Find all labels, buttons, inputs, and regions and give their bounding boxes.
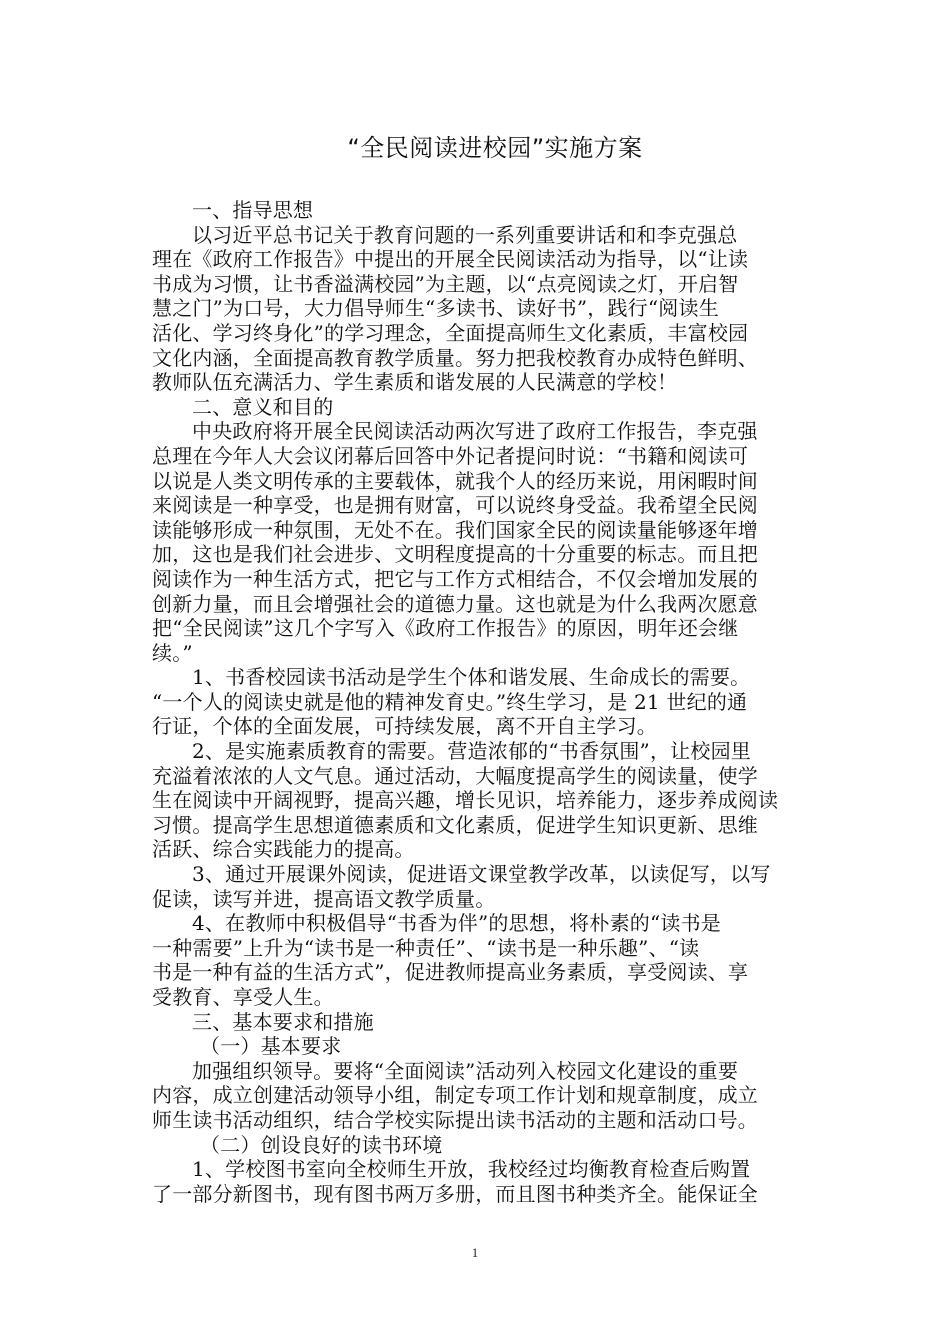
paragraph-line: 生在阅读中开阔视野，提高兴趣，增长见识，培养能力，逐步养成阅读: [152, 788, 779, 813]
paragraph-line: 内容，成立创建活动领导小组，制定专项工作计划和规章制度，成立: [152, 1083, 758, 1108]
paragraph-line: “一个人的阅读史就是他的精神发育史。”终生学习，是 21 世纪的通: [152, 689, 748, 714]
paragraph-line: 中央政府将开展全民阅读活动两次写进了政府工作报告，李克强: [192, 419, 758, 444]
paragraph-line: 创新力量，而且会增强社会的道德力量。这也就是为什么我两次愿意: [152, 591, 758, 616]
paragraph-line: 慧之门”为口号，大力倡导师生“多读书、读好书”，践行“阅读生: [152, 296, 719, 321]
subsection-heading-basic-requirements: （一）基本要求: [200, 1034, 342, 1059]
paragraph-line: 受教育、享受人生。: [152, 985, 334, 1009]
paragraph-line: 阅读作为一种生活方式，把它与工作方式相结合，不仅会增加发展的: [152, 566, 758, 591]
paragraph-line: 文化内涵，全面提高教育教学质量。努力把我校教育办成特色鲜明、: [152, 345, 758, 370]
paragraph-line: 续。”: [152, 640, 193, 665]
paragraph-line: 把“全民阅读”这几个字写入《政府工作报告》的原因，明年还会继: [152, 616, 739, 641]
paragraph-line: 加强组织领导。要将“全面阅读”活动列入校园文化建设的重要: [192, 1058, 739, 1083]
document-title: “全民阅读进校园”实施方案: [347, 134, 643, 162]
paragraph-line: 充溢着浓浓的人文气息。通过活动，大幅度提高学生的阅读量，使学: [152, 763, 758, 788]
paragraph-line: 读能够形成一种氛围，无处不在。我们国家全民的阅读量能够逐年增: [152, 517, 758, 542]
paragraph-line: 师生读书活动组织，结合学校实际提出读书活动的主题和活动口号。: [152, 1107, 758, 1132]
paragraph-line: 活化、学习终身化”的学习理念，全面提高师生文化素质，丰富校园: [152, 320, 749, 345]
paragraph-line: 3、通过开展课外阅读，促进语文课堂教学改革，以读促写，以写: [192, 862, 771, 887]
paragraph-line: 活跃、综合实践能力的提高。: [152, 837, 415, 862]
paragraph-line: 书成为习惯，让书香溢满校园”为主题，以“点亮阅读之灯，开启智: [152, 271, 739, 296]
paragraph-line: 行证，个体的全面发展，可持续发展，离不开自主学习。: [152, 714, 657, 739]
section-heading-significance: 二、意义和目的: [192, 394, 334, 419]
section-heading-guiding-ideology: 一、指导思想: [192, 198, 314, 222]
paragraph-line: 4、在教师中积极倡导“书香为伴”的思想，将朴素的“读书是: [192, 911, 721, 936]
paragraph-line: 教师队伍充满活力、学生素质和谐发展的人民满意的学校！: [152, 370, 678, 395]
document-body: [152, 198, 808, 1206]
paragraph-line: 加，这也是我们社会进步、文明程度提高的十分重要的标志。而且把: [152, 542, 758, 567]
paragraph-line: 以说是人类文明传承的主要载体，就我个人的经历来说，用闲暇时间: [152, 468, 758, 493]
section-heading-requirements: 三、基本要求和措施: [192, 1009, 374, 1034]
paragraph-line: 2、是实施素质教育的需要。营造浓郁的“书香氛围”，让校园里: [192, 739, 751, 764]
paragraph-line: 促读，读写并进，提高语文教学质量。: [152, 886, 496, 911]
paragraph-line: 总理在今年人大会议闭幕后回答中外记者提问时说：“书籍和阅读可: [152, 443, 749, 468]
paragraph-line: 以习近平总书记关于教育问题的一系列重要讲话和和李克强总: [192, 222, 738, 247]
paragraph-line: 1、学校图书室向全校师生开放，我校经过均衡教育检查后购置: [192, 1157, 751, 1182]
paragraph-line: 1、书香校园读书活动是学生个体和谐发展、生命成长的需要。: [192, 665, 751, 690]
paragraph-line: 了一部分新图书，现有图书两万多册，而且图书种类齐全。能保证全: [152, 1181, 758, 1206]
page-number: 1: [471, 1245, 479, 1260]
paragraph-line: 书是一种有益的生活方式”，促进教师提高业务素质，享受阅读、享: [152, 960, 749, 985]
paragraph-line: 一种需要”上升为“读书是一种责任”、“读书是一种乐趣”、“读: [152, 935, 700, 960]
paragraph-line: 来阅读是一种享受，也是拥有财富，可以说终身受益。我希望全民阅: [152, 493, 758, 518]
paragraph-line: 理在《政府工作报告》中提出的开展全民阅读活动为指导，以“让读: [152, 247, 749, 272]
subsection-heading-reading-environment: （二）创设良好的读书环境: [200, 1132, 443, 1157]
paragraph-line: 习惯。提高学生思想道德素质和文化素质，促进学生知识更新、思维: [152, 812, 758, 837]
